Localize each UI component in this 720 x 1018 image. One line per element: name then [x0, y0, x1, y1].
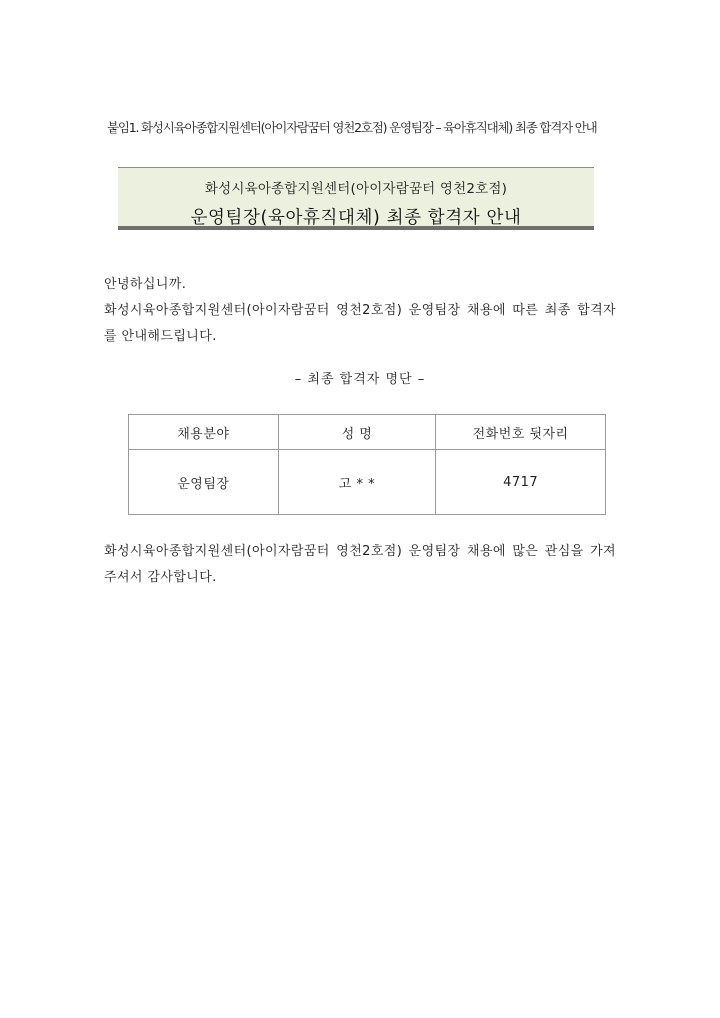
- table-row: [129, 450, 606, 515]
- cell-field: 운영팀장: [129, 450, 279, 515]
- greeting-line: 안녕하십니까.: [104, 277, 187, 292]
- cell-phone: 4717: [436, 450, 606, 515]
- closing-paragraph: [104, 539, 616, 591]
- title-subtitle: 화성시육아종합지원센터(아이자람꿈터 영천2호점): [204, 181, 508, 197]
- header-phone: 전화번호 뒷자리: [436, 415, 606, 450]
- attachment-heading: 붙임1. 화성시육아종합지원센터(아이자람꿈터 영천2호점) 운영팀장 – 육아휴직대체) 최종 합격자 안내: [107, 120, 597, 135]
- greeting-paragraph: [104, 272, 616, 350]
- header-field: 채용분야: [129, 415, 279, 450]
- closing-text: 화성시육아종합지원센터(아이자람꿈터 영천2호점) 운영팀장 채용에 많은 관심을 가져 주셔서 감사합니다.: [104, 544, 616, 585]
- header-name: 성 명: [278, 415, 436, 450]
- table-header-row: [129, 415, 606, 450]
- list-title: – 최종 합격자 명단 –: [294, 372, 426, 387]
- cell-name: 고 * *: [278, 450, 436, 515]
- announcement-text: 화성시육아종합지원센터(아이자람꿈터 영천2호점) 운영팀장 채용에 따른 최종 합격자를 안내해드립니다.: [104, 303, 616, 344]
- title-box: [118, 167, 594, 230]
- result-table: [128, 414, 606, 515]
- title-main: 운영팀장(육아휴직대체) 최종 합격자 안내: [190, 208, 522, 228]
